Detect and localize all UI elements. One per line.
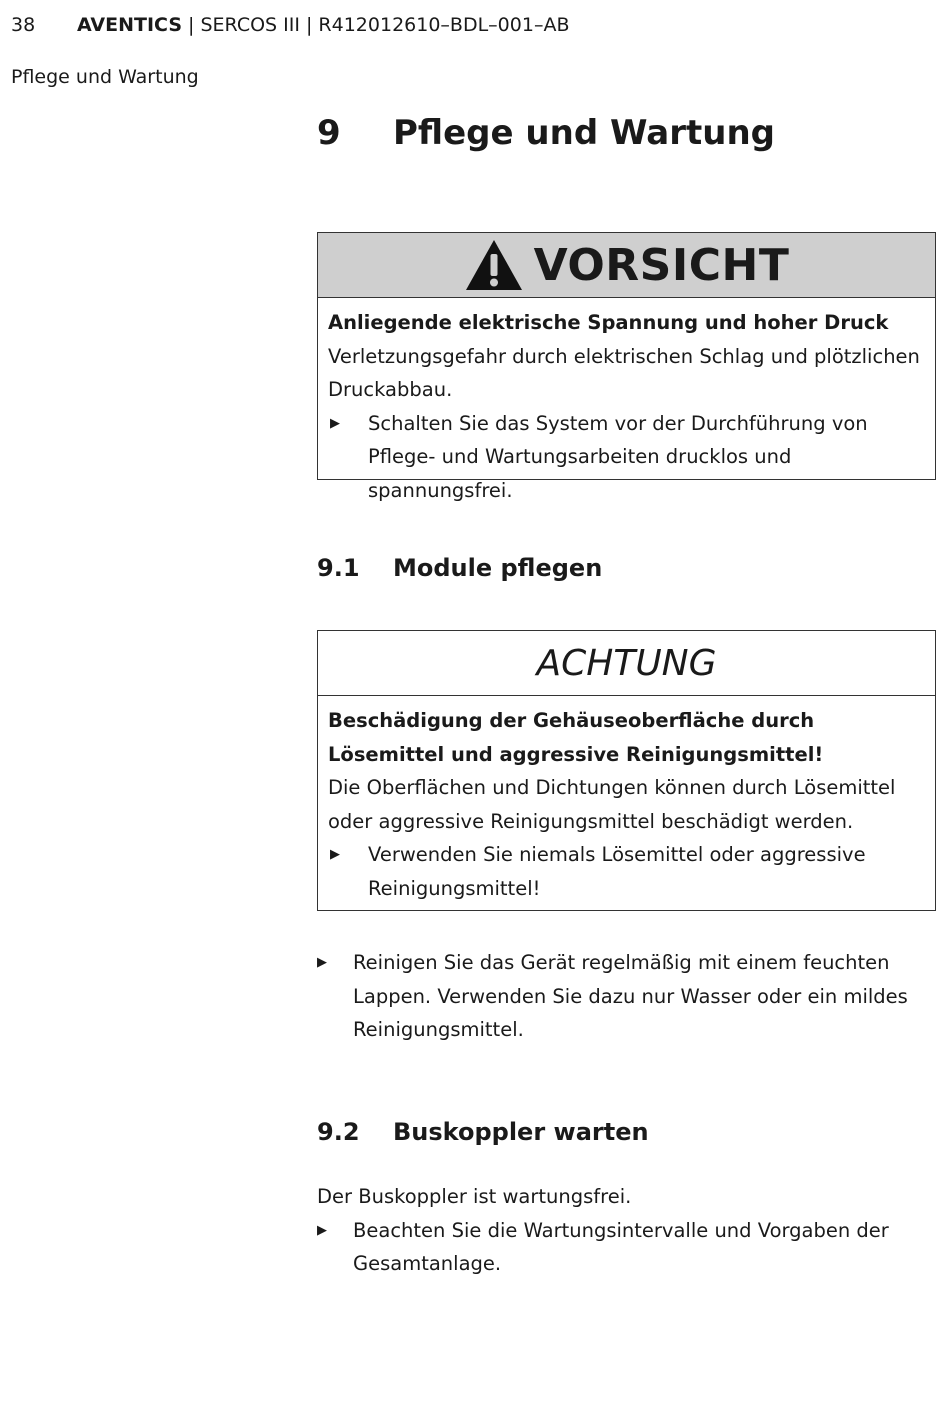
document-id: | SERCOS III | R412012610–BDL–001–AB xyxy=(182,14,570,36)
chapter-heading xyxy=(317,112,775,154)
cleaning-bullet-text: Reinigen Sie das Gerät regelmäßig mit einem feuchten Lappen. Verwenden Sie dazu nur Wasser oder ein mildes Reinigungsmittel. xyxy=(353,951,908,1041)
brand-name: AVENTICS xyxy=(77,14,183,36)
bullet-arrow-icon: ▶ xyxy=(330,415,340,431)
chapter-number: 9 xyxy=(317,113,341,153)
section-number: 9.1 xyxy=(317,554,360,582)
caution-heading: Anliegende elektrische Spannung und hoher Druck xyxy=(328,311,889,334)
running-section-label: Pflege und Wartung xyxy=(11,66,199,88)
section-9-2-heading xyxy=(317,1116,649,1148)
page-header xyxy=(11,12,569,38)
notice-title: ACHTUNG xyxy=(536,642,717,684)
caution-bullet xyxy=(328,407,925,508)
notice-heading: Beschädigung der Gehäuseoberfläche durch Lösemittel und aggressive Reinigungsmittel! xyxy=(328,709,824,766)
caution-title: VORSICHT xyxy=(533,239,790,291)
section-9-1-heading xyxy=(317,552,602,584)
section-number: 9.2 xyxy=(317,1118,360,1146)
chapter-title: Pflege und Wartung xyxy=(393,113,776,153)
bullet-arrow-icon: ▶ xyxy=(317,1222,327,1238)
cleaning-bullet xyxy=(317,946,927,1047)
notice-text: Die Oberflächen und Dichtungen können durch Lösemittel oder aggressive Reinigungsmittel beschädigt werden. xyxy=(328,776,896,833)
notice-box xyxy=(317,630,936,911)
notice-box-header xyxy=(318,631,935,696)
notice-bullet xyxy=(328,838,925,905)
bullet-arrow-icon: ▶ xyxy=(330,847,340,862)
notice-box-body xyxy=(318,696,935,911)
section-title: Module pflegen xyxy=(393,554,603,582)
caution-box-header xyxy=(318,233,935,298)
buskoppler-text: Der Buskoppler ist wartungsfrei. xyxy=(317,1185,632,1208)
buskoppler-bullet xyxy=(317,1214,927,1281)
bullet-arrow-icon: ▶ xyxy=(317,955,327,970)
notice-bullet-text: Verwenden Sie niemals Lösemittel oder aggressive Reinigungsmittel! xyxy=(368,843,866,900)
caution-text: Verletzungsgefahr durch elektrischen Schlag und plötzlichen Druckabbau. xyxy=(328,344,920,401)
page-number: 38 xyxy=(11,14,36,36)
section-title: Buskoppler warten xyxy=(393,1118,649,1146)
buskoppler-content xyxy=(317,1180,927,1281)
cleaning-instruction xyxy=(317,946,927,1047)
warning-triangle-icon xyxy=(464,238,524,292)
caution-bullet-text: Schalten Sie das System vor der Durchführung von Pflege- und Wartungsarbeiten drucklos und spannungsfrei. xyxy=(368,411,868,502)
caution-box xyxy=(317,232,936,502)
caution-box-body xyxy=(318,298,935,513)
buskoppler-bullet-text: Beachten Sie die Wartungsintervalle und Vorgaben der Gesamtanlage. xyxy=(353,1218,889,1275)
